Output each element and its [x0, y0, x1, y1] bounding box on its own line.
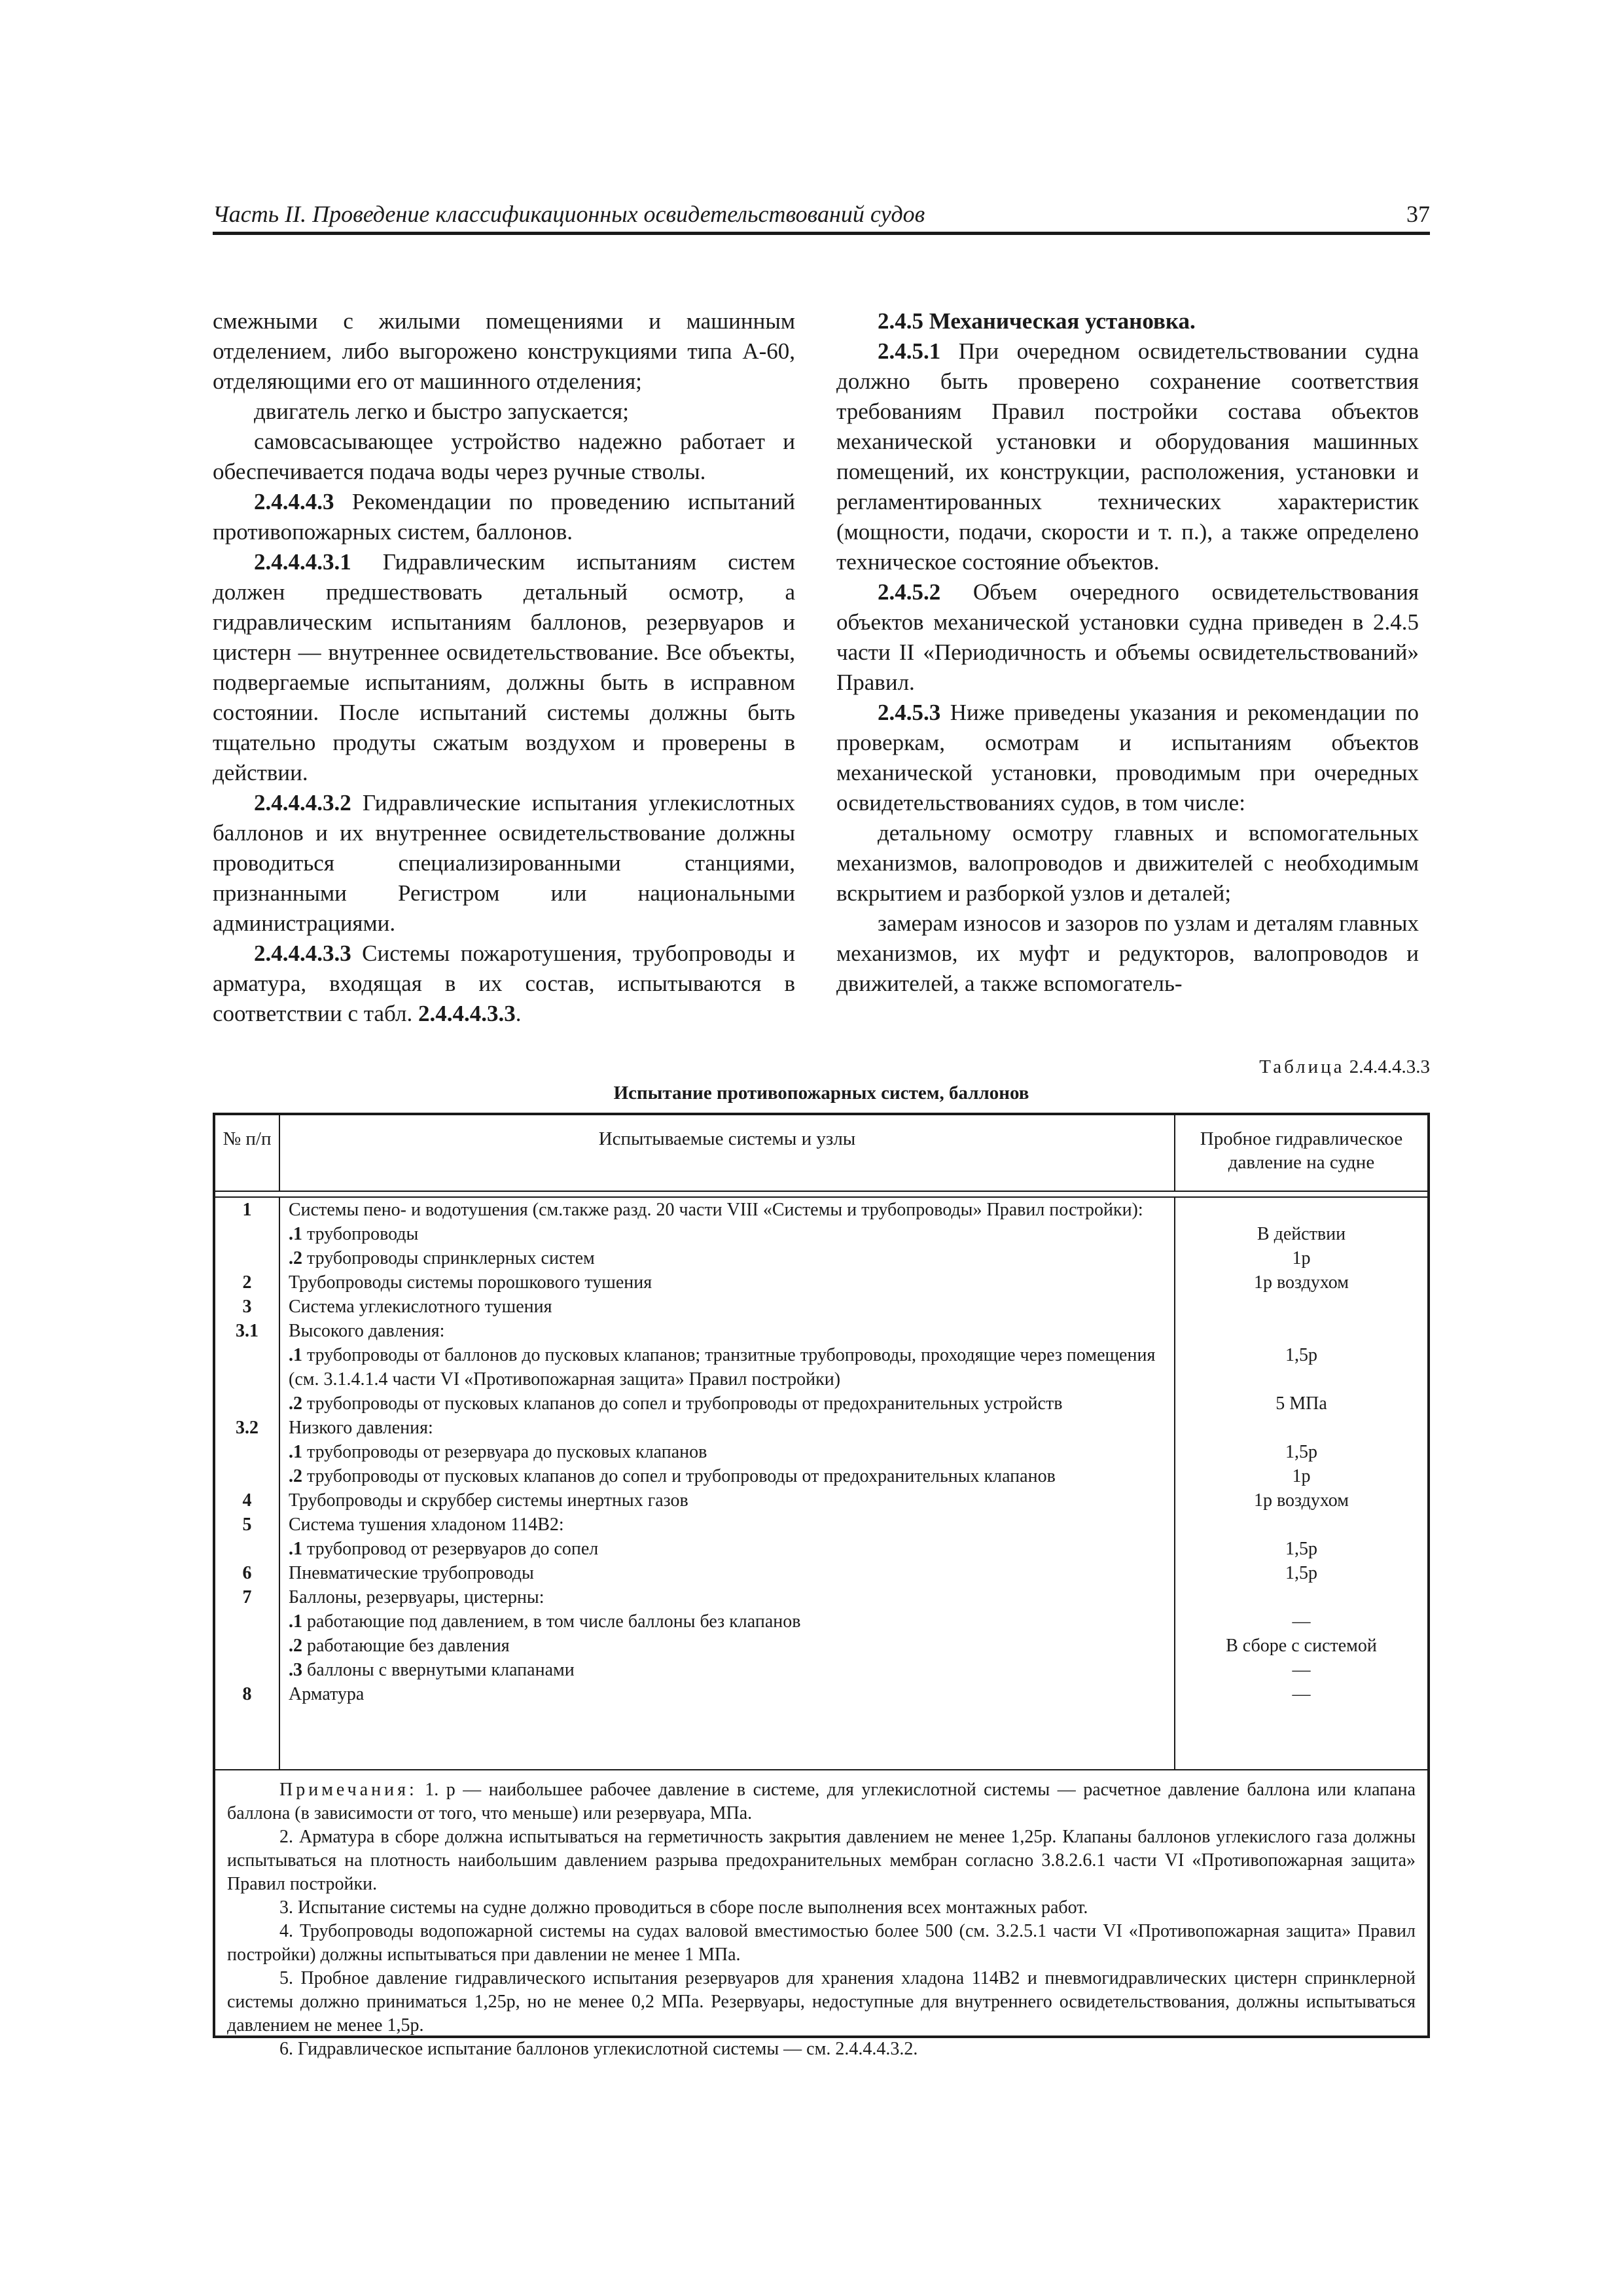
row-description — [289, 1246, 1167, 1270]
row-number: 1 — [242, 1200, 252, 1220]
note: 4. Трубопроводы водопожарной системы на судах валовой вместимостью более 500 (см. 3.2.5.1 части VI «Противопожарная защита» Правил постройки) должны испытываться при давлении не менее 1 МПа. — [227, 1921, 1416, 1965]
item-prefix: .1 — [289, 1611, 302, 1632]
running-title: Часть II. Проведение классификационных освидетельствований судов — [213, 201, 925, 227]
table-row — [215, 1464, 1427, 1488]
row-description — [289, 1270, 1167, 1295]
row-description — [289, 1391, 1167, 1416]
row-description — [289, 1488, 1167, 1513]
notes-label: Примечания: — [279, 1780, 418, 1800]
clause-text: Гидравлическим испытаниям систем должен предшествовать детальный осмотр, а гидравлическим испытаниям баллонов, резервуаров и цистерн — внутреннее освидетельствование. Все объекты, подвергаемые испытаниям, должны быть в исправном состоянии. После испытаний системы должны быть тщательно продуты сжатым воздухом и проверены в действии. — [213, 549, 795, 785]
paragraph — [213, 788, 795, 939]
table-row — [215, 1391, 1427, 1416]
test-pressure: 5 МПа — [1275, 1393, 1327, 1414]
test-pressure: В сборе с системой — [1226, 1636, 1377, 1656]
clause-number: 2.4.4.4.3.2 — [254, 790, 351, 816]
row-text: Система углекислотного тушения — [289, 1297, 552, 1317]
note: 2. Арматура в сборе должна испытываться на герметичность закрытия давлением не менее 1,25p. Клапаны баллонов углекислого газа должны испытываться на плотность наибольшим давлением разрыва предохранительных мембран согласно 3.8.2.6.1 части VI «Противопожарная защита» Правил постройки. — [227, 1827, 1416, 1894]
row-number: 2 — [242, 1272, 252, 1293]
paragraph: смежными с жилыми помещениями и машинным отделением, либо выгорожено конструкциями типа А-60, отделяющими его от машинного отделения; — [213, 308, 795, 394]
paragraph: замерам износов и зазоров по узлам и деталям главных механизмов, их муфт и редукторов, валопроводов и движителей, а также вспомогатель- — [836, 910, 1419, 996]
table-row — [215, 1537, 1427, 1561]
table-row — [215, 1222, 1427, 1246]
test-pressure: 1p — [1292, 1466, 1311, 1486]
table-row — [215, 1416, 1427, 1440]
test-pressure: — — [1292, 1684, 1311, 1704]
clause-number: 2.4.5.3 — [878, 700, 941, 725]
table-row — [215, 1609, 1427, 1634]
running-header — [213, 200, 1430, 228]
item-prefix: .1 — [289, 1539, 302, 1559]
table-row — [215, 1270, 1427, 1295]
table-row — [215, 1246, 1427, 1270]
item-prefix: .1 — [289, 1224, 302, 1244]
row-text: Низкого давления: — [289, 1418, 433, 1438]
paragraph — [836, 336, 1419, 577]
clause-text: Объем очередного освидетельствования объектов механической установки судна приведен в 2.4.5 части II «Периодичность и объемы освидетельствований» Правил. — [836, 579, 1419, 695]
table-row — [215, 1658, 1427, 1682]
row-text: Трубопроводы системы порошкового тушения — [289, 1272, 652, 1293]
row-description — [289, 1609, 1167, 1634]
row-number: 6 — [242, 1563, 252, 1583]
row-text: трубопроводы от пусковых клапанов до сопел и трубопроводы от предохранительных клапанов — [302, 1466, 1056, 1486]
row-text: Арматура — [289, 1684, 365, 1704]
note — [227, 1778, 1416, 1825]
row-text: Высокого давления: — [289, 1321, 445, 1341]
paragraph — [836, 698, 1419, 818]
clause-text: Гидравлические испытания углекислотных баллонов и их внутреннее освидетельствование должны проводиться специализированными станциями, признанными Регистром или национальными администрациями. — [213, 790, 795, 936]
row-number: 4 — [242, 1490, 252, 1511]
table-row — [215, 1513, 1427, 1537]
column-header-number: № п/п — [223, 1128, 272, 1149]
test-pressure: — — [1292, 1611, 1311, 1632]
row-text: трубопроводы от баллонов до пусковых клапанов; транзитные трубопроводы, проходящие через помещения (см. 3.1.4.1.4 части VI «Противопожарная защита» Правил постройки) — [289, 1345, 1156, 1390]
clause-text: Ниже приведены указания и рекомендации по проверкам, осмотрам и испытаниям объектов механической установки, проводимым при очередных освидетельствованиях судов, в том числе: — [836, 700, 1419, 816]
table-row — [215, 1343, 1427, 1391]
test-pressure: 1,5p — [1285, 1345, 1317, 1365]
row-number: 8 — [242, 1684, 252, 1704]
row-description — [289, 1416, 1167, 1440]
test-pressure: 1p воздухом — [1254, 1490, 1349, 1511]
table-row — [215, 1585, 1427, 1609]
row-description — [289, 1295, 1167, 1319]
row-description — [289, 1343, 1167, 1391]
row-text: Система тушения хладоном 114В2: — [289, 1515, 564, 1535]
header-divider — [215, 1191, 1427, 1192]
test-pressure: В действии — [1257, 1224, 1346, 1244]
row-number: 7 — [242, 1587, 252, 1607]
row-text: Пневматические трубопроводы — [289, 1563, 534, 1583]
paragraph — [213, 939, 795, 1029]
table-reference: 2.4.4.4.3.3 — [418, 1001, 516, 1026]
table-row — [215, 1488, 1427, 1513]
item-prefix: .3 — [289, 1660, 302, 1680]
paragraph: детальному осмотру главных и вспомогательных механизмов, валопроводов и движителей с необходимым вскрытием и разборкой узлов и деталей; — [836, 820, 1419, 906]
test-pressure: 1p воздухом — [1254, 1272, 1349, 1293]
paragraph — [213, 547, 795, 788]
test-pressure: 1,5p — [1285, 1563, 1317, 1583]
table-label: Таблица — [1259, 1056, 1345, 1077]
row-number: 3 — [242, 1297, 252, 1317]
row-number: 5 — [242, 1515, 252, 1535]
clause-number: 2.4.5.1 — [878, 338, 941, 364]
row-number: 3.2 — [236, 1418, 259, 1438]
row-text: трубопроводы спринклерных систем — [302, 1248, 595, 1268]
table-row — [215, 1198, 1427, 1222]
table-row — [215, 1682, 1427, 1706]
table-row — [215, 1319, 1427, 1343]
table-row — [215, 1295, 1427, 1319]
table-notes — [227, 1778, 1416, 2061]
row-description — [289, 1222, 1167, 1246]
page-number: 37 — [1406, 201, 1430, 227]
row-description — [289, 1464, 1167, 1488]
table-body — [215, 1198, 1427, 1706]
test-pressure: — — [1292, 1660, 1311, 1680]
row-number: 3.1 — [236, 1321, 259, 1341]
clause-number: 2.4.4.4.3 — [254, 489, 334, 514]
row-description — [289, 1198, 1167, 1222]
row-text: работающие под давлением, в том числе баллоны без клапанов — [302, 1611, 801, 1632]
test-pressure: 1,5p — [1285, 1442, 1317, 1462]
row-description — [289, 1513, 1167, 1537]
clause-text: Рекомендации по проведению испытаний противопожарных систем, баллонов. — [213, 489, 795, 545]
row-description — [289, 1634, 1167, 1658]
table-label-number: 2.4.4.4.3.3 — [1344, 1056, 1430, 1077]
test-pressure: 1p — [1292, 1248, 1311, 1268]
row-text: работающие без давления — [302, 1636, 510, 1656]
item-prefix: .2 — [289, 1248, 302, 1268]
row-description — [289, 1561, 1167, 1585]
row-text: трубопровод от резервуаров до сопел — [302, 1539, 599, 1559]
clause-number: 2.4.5.2 — [878, 579, 941, 605]
note-text: 1. p — наибольшее рабочее давление в системе, для углекислотной системы — расчетное давление баллона или клапана баллона (в зависимости от того, что меньше) или резервуара, МПа. — [227, 1780, 1416, 1823]
row-description — [289, 1585, 1167, 1609]
table-row — [215, 1634, 1427, 1658]
item-prefix: .2 — [289, 1393, 302, 1414]
note: 5. Пробное давление гидравлического испытания резервуаров для хранения хладона 114В2 и пневмогидравлических цистерн спринклерной системы должно приниматься 1,25p, но не менее 0,2 МПа. Резервуары, недоступные для внутреннего освидетельствования, должны испытываться давлением не менее 1,5p. — [227, 1968, 1416, 2036]
note: 6. Гидравлическое испытание баллонов углекислотной системы — см. 2.4.4.4.3.2. — [279, 2039, 918, 2059]
section-heading: 2.4.5 Механическая установка. — [878, 308, 1196, 334]
item-prefix: .2 — [289, 1636, 302, 1656]
clause-text: . — [515, 1001, 522, 1026]
row-description — [289, 1537, 1167, 1561]
row-description — [289, 1658, 1167, 1682]
right-column — [836, 306, 1419, 999]
row-description — [289, 1682, 1167, 1706]
column-header-pressure: Пробное гидравлическое давление на судне — [1200, 1128, 1403, 1173]
row-description — [289, 1440, 1167, 1464]
clause-number: 2.4.4.4.3.3 — [254, 941, 351, 966]
item-prefix: .2 — [289, 1466, 302, 1486]
row-text: трубопроводы — [302, 1224, 419, 1244]
table-number — [1259, 1056, 1430, 1078]
row-text: трубопроводы от резервуара до пусковых клапанов — [302, 1442, 707, 1462]
row-text: баллоны с ввернутыми клапанами — [302, 1660, 575, 1680]
fire-systems-table — [213, 1113, 1430, 2059]
row-text: Системы пено- и водотушения (см.также разд. 20 части VIII «Системы и трубопроводы» Правил постройки): — [289, 1200, 1143, 1220]
row-text: Трубопроводы и скруббер системы инертных газов — [289, 1490, 688, 1511]
notes-divider — [215, 1769, 1427, 1770]
clause-text: Системы пожаротушения, трубопроводы и арматура, входящая в их состав, испытываются в соответствии с табл. — [213, 941, 795, 1026]
row-text: трубопроводы от пусковых клапанов до сопел и трубопроводы от предохранительных устройств — [302, 1393, 1063, 1414]
paragraph: самовсасывающее устройство надежно работает и обеспечивается подача воды через ручные стволы. — [213, 429, 795, 484]
note: 3. Испытание системы на судне должно проводиться в сборе после выполнения всех монтажных работ. — [279, 1897, 1088, 1918]
row-text: Баллоны, резервуары, цистерны: — [289, 1587, 544, 1607]
clause-number: 2.4.4.4.3.1 — [254, 549, 351, 575]
table-row — [215, 1561, 1427, 1585]
paragraph — [213, 487, 795, 547]
paragraph — [836, 577, 1419, 698]
table-title: Испытание противопожарных систем, баллонов — [613, 1083, 1029, 1103]
item-prefix: .1 — [289, 1442, 302, 1462]
left-column — [213, 306, 795, 1029]
item-prefix: .1 — [289, 1345, 302, 1365]
column-header-systems: Испытываемые системы и узлы — [598, 1128, 856, 1149]
paragraph: двигатель легко и быстро запускается; — [254, 399, 629, 424]
clause-text: При очередном освидетельствовании судна должно быть проверено сохранение соответствия требованиям Правил постройки состава объектов механической установки и оборудования машинных помещений, их конструкции, расположения, установки и регламентированных технических характеристик (мощности, подачи, скорости и т. п.), а также определено техническое состояние объектов. — [836, 338, 1419, 575]
table-row — [215, 1440, 1427, 1464]
header-rule — [213, 232, 1430, 235]
row-description — [289, 1319, 1167, 1343]
test-pressure: 1,5p — [1285, 1539, 1317, 1559]
